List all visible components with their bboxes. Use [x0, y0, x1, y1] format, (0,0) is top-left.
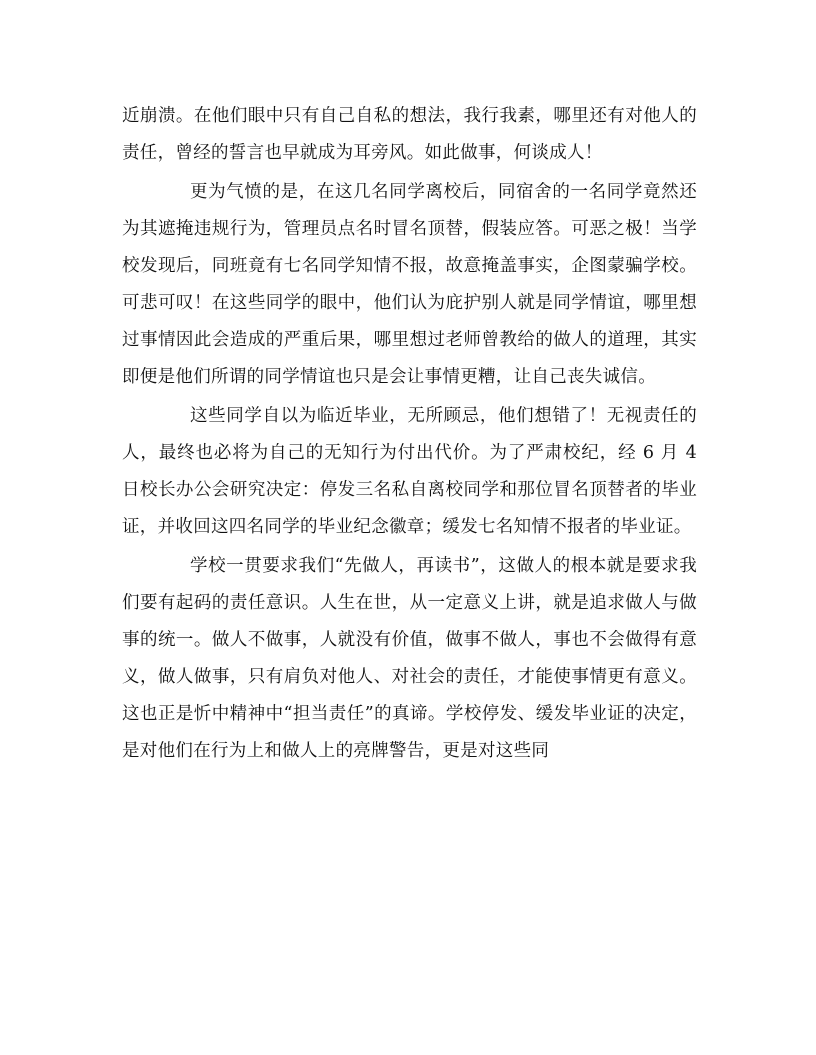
paragraph-2: 更为气愤的是，在这几名同学离校后，同宿舍的一名同学竟然还为其遮掩违规行为，管理员点名时冒名顶替，假装应答。可恶之极！当学校发现后，同班竟有七名同学知情不报，故意掩盖事实，企图蒙骗学校。可悲可叹！在这些同学的眼中，他们认为庇护别人就是同学情谊，哪里想过事情因此会造成的严重后果，哪里想过老师曾教给的做人的道理，其实即便是他们所谓的同学情谊也只是会让事情更糟，让自己丧失诚信。 — [122, 182, 697, 387]
document-page — [122, 98, 697, 770]
paragraph-4: 学校一贯要求我们“先做人，再读书”，这做人的根本就是要求我们要有起码的责任意识。人生在世，从一定意义上讲，就是追求做人与做事的统一。做人不做事，人就没有价值，做事不做人，事也不会做得有意义，做人做事，只有肩负对他人、对社会的责任，才能使事情更有意义。这也正是忻中精神中“担当责任”的真谛。学校停发、缓发毕业证的决定，是对他们在行为上和做人上的亮牌警告，更是对这些同 — [122, 556, 697, 761]
paragraph-1: 近崩溃。在他们眼中只有自己自私的想法，我行我素，哪里还有对他人的责任，曾经的誓言也早就成为耳旁风。如此做事，何谈成人！ — [122, 106, 697, 163]
paragraph-3: 这些同学自以为临近毕业，无所顾忌，他们想错了！无视责任的人，最终也必将为自己的无知行为付出代价。为了严肃校纪，经 6 月 4 日校长办公会研究决定：停发三名私自离校同学和那位冒名顶替者的毕业证，并收回这四名同学的毕业纪念徽章；缓发七名知情不报者的毕业证。 — [122, 406, 697, 537]
